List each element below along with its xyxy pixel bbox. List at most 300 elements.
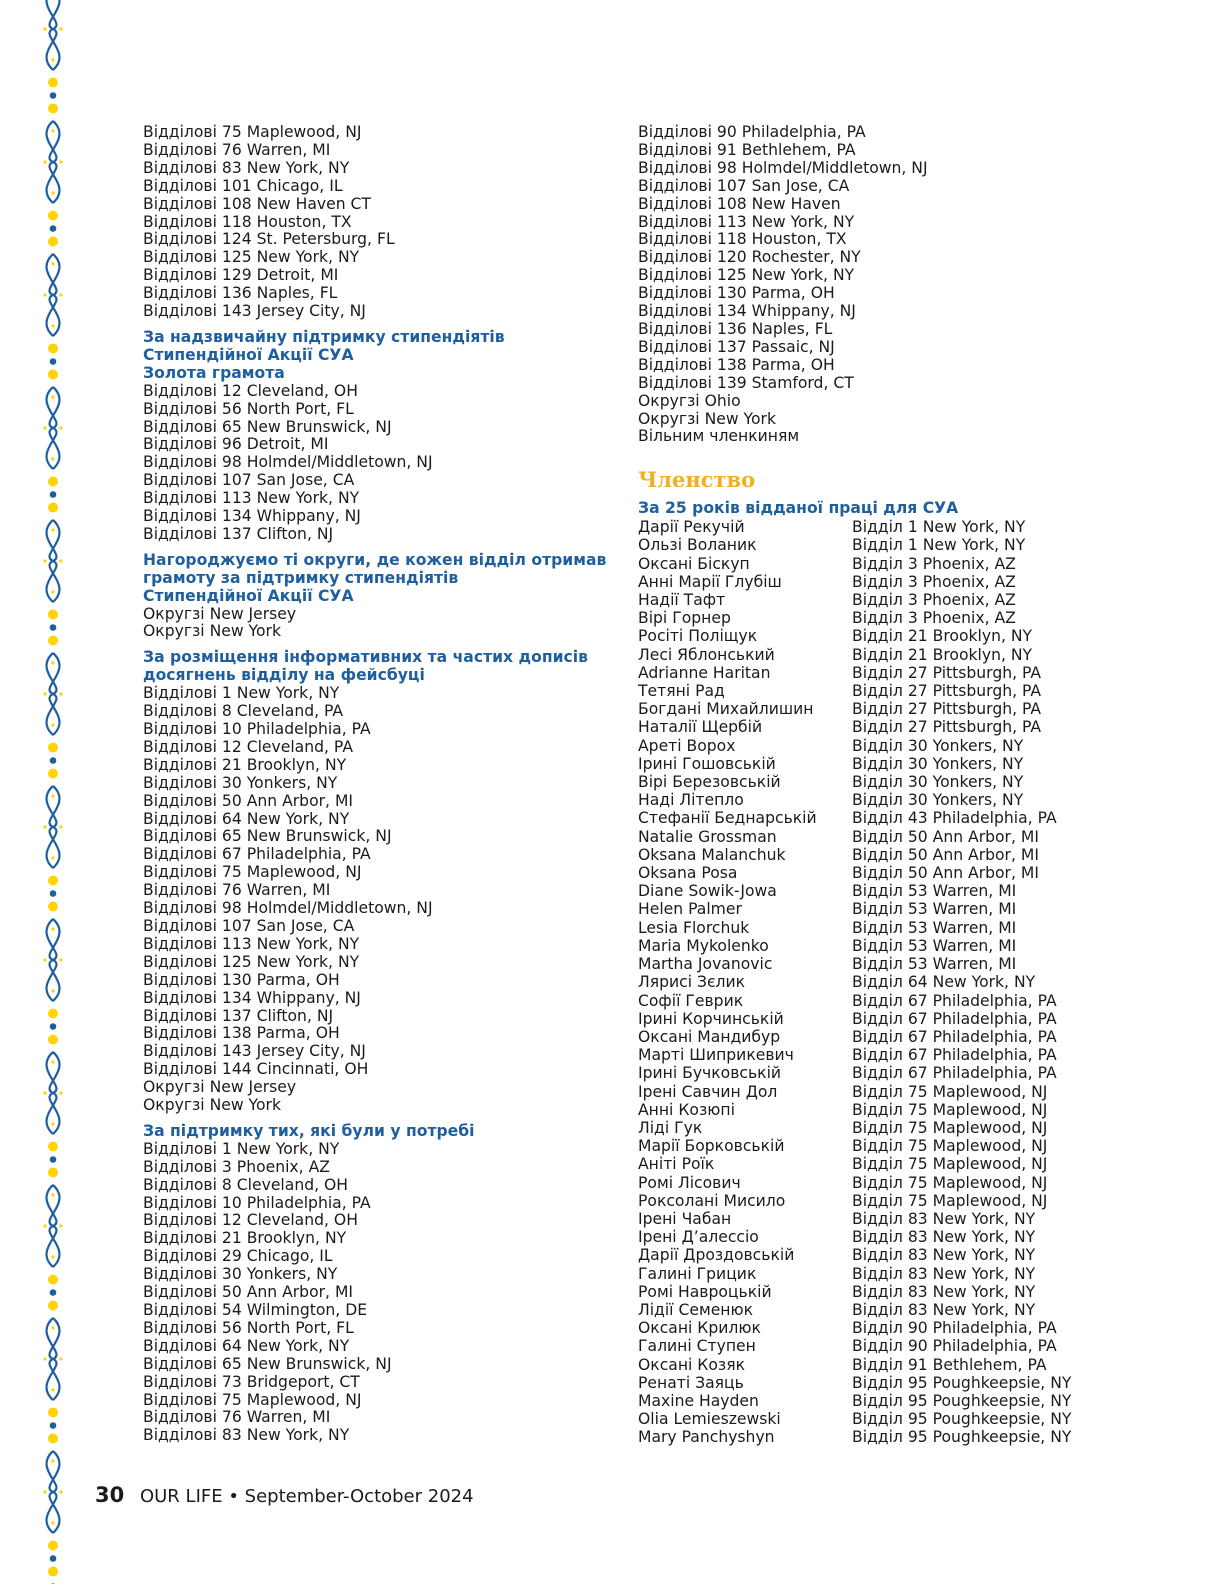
award-recipient: Відділові 118 Houston, TX	[143, 212, 352, 231]
member-name: Анні Козюпі	[638, 1100, 735, 1119]
award-section	[143, 552, 613, 642]
award-recipient: Відділові 8 Cleveland, OH	[143, 1175, 349, 1194]
award-recipient: Відділові 56 North Port, FL	[143, 399, 354, 418]
braid-dot	[51, 129, 54, 132]
member-name: Maria Mykolenko	[638, 936, 769, 955]
braid-dot	[51, 1193, 54, 1196]
braid-dot	[51, 395, 54, 398]
award-recipient: Відділові 76 Warren, MI	[143, 881, 331, 900]
award-recipient: Відділові 139 Stamford, CT	[638, 373, 854, 392]
award-recipient: Відділові 144 Cincinnati, OH	[143, 1060, 369, 1079]
member-row	[638, 1283, 1108, 1301]
braid-dot	[59, 825, 62, 828]
member-row	[638, 1410, 1108, 1428]
award-recipient: Відділові 8 Cleveland, PA	[143, 702, 344, 721]
member-name: Лідії Семенюк	[638, 1300, 754, 1319]
member-row	[638, 919, 1108, 937]
member-branch: Відділ 83 New York, NY	[852, 1228, 1036, 1247]
award-recipient: Відділові 136 Naples, FL	[143, 284, 338, 303]
member-name: Галині Ступен	[638, 1337, 756, 1356]
border-dot	[48, 1009, 58, 1019]
award-recipient: Відділові 73 Bridgeport, CT	[143, 1372, 360, 1391]
braid-dot	[51, 661, 54, 664]
braid-dot	[43, 293, 46, 296]
award-section	[143, 124, 613, 321]
braid-dot	[51, 794, 54, 797]
member-row	[638, 864, 1108, 882]
border-dot	[48, 1408, 58, 1418]
braid-dot	[51, 58, 54, 61]
award-recipient: Відділові 107 San Jose, CA	[143, 916, 355, 935]
member-row	[638, 1083, 1108, 1101]
member-row	[638, 1064, 1108, 1082]
braid-dot	[59, 426, 62, 429]
member-branch: Відділ 91 Bethlehem, PA	[852, 1355, 1047, 1374]
member-name: Ірені Савчин Дол	[638, 1082, 778, 1101]
award-recipient: Відділові 3 Phoenix, AZ	[143, 1157, 330, 1176]
award-recipient: Відділові 90 Philadelphia, PA	[638, 123, 866, 141]
member-name: Аніті Роїк	[638, 1155, 715, 1174]
member-branch: Відділ 67 Philadelphia, PA	[852, 991, 1057, 1010]
award-recipient: Відділові 30 Yonkers, NY	[143, 773, 338, 792]
border-dot	[48, 1275, 58, 1285]
member-row	[638, 1028, 1108, 1046]
member-name: Марті Шиприкевич	[638, 1046, 794, 1065]
border-dot	[50, 890, 57, 897]
award-recipient: Відділові 56 North Port, FL	[143, 1318, 354, 1337]
member-row	[638, 1356, 1108, 1374]
award-recipient: Відділові 113 New York, NY	[638, 212, 855, 231]
braid-dot	[59, 160, 62, 163]
border-dot	[50, 358, 57, 365]
border-dot	[48, 344, 58, 354]
member-branch: Відділ 27 Pittsburgh, PA	[852, 682, 1042, 701]
award-recipient: Вільним членкиням	[638, 427, 800, 446]
award-recipient: Відділові 138 Parma, OH	[638, 355, 835, 374]
member-branch: Відділ 3 Phoenix, AZ	[852, 609, 1016, 628]
member-name: Лярисі Зєлик	[638, 973, 746, 992]
member-branch: Відділ 30 Yonkers, NY	[852, 773, 1024, 792]
braid-dot	[43, 559, 46, 562]
member-branch: Відділ 30 Yonkers, NY	[852, 754, 1024, 773]
member-branch: Відділ 75 Maplewood, NJ	[852, 1100, 1048, 1119]
award-recipient: Відділові 75 Maplewood, NJ	[143, 1390, 362, 1409]
member-branch: Відділ 75 Maplewood, NJ	[852, 1191, 1048, 1210]
member-name: Вірі Горнер	[638, 609, 731, 628]
braid-strand	[47, 653, 60, 735]
award-recipient: Відділові 98 Holmdel/Middletown, NJ	[638, 158, 928, 177]
award-recipient: Відділові 76 Warren, MI	[143, 1408, 331, 1427]
award-recipient: Відділові 118 Houston, TX	[638, 230, 847, 249]
award-recipient: Округзі New York	[143, 622, 281, 641]
award-recipient: Відділові 134 Whippany, NJ	[638, 302, 856, 321]
braid-dot	[43, 692, 46, 695]
member-row	[638, 737, 1108, 755]
member-branch: Відділ 95 Poughkeepsie, NY	[852, 1391, 1072, 1410]
member-branch: Відділ 53 Warren, MI	[852, 936, 1017, 955]
member-name: Adrianne Haritan	[638, 663, 771, 682]
decorative-border-ornament	[28, 0, 78, 1584]
member-row	[638, 1010, 1108, 1028]
braid-dot	[51, 191, 54, 194]
member-branch: Відділ 67 Philadelphia, PA	[852, 1009, 1057, 1028]
award-section	[143, 1123, 613, 1445]
border-dot	[50, 1156, 57, 1163]
member-row	[638, 700, 1108, 718]
member-branch: Відділ 83 New York, NY	[852, 1300, 1036, 1319]
member-name: Lesia Florchuk	[638, 918, 750, 937]
member-branch: Відділ 53 Warren, MI	[852, 900, 1017, 919]
member-branch: Відділ 95 Poughkeepsie, NY	[852, 1373, 1072, 1392]
border-dot	[50, 1023, 57, 1030]
award-recipient: Відділові 21 Brooklyn, NY	[143, 1229, 347, 1248]
member-name: Ірині Бучковській	[638, 1064, 782, 1083]
braid-dot	[59, 1490, 62, 1493]
member-branch: Відділ 27 Pittsburgh, PA	[852, 700, 1042, 719]
border-dot	[48, 237, 58, 247]
award-recipient: Відділові 64 New York, NY	[143, 809, 350, 828]
braid-strand	[47, 520, 60, 602]
award-recipient: Відділові 124 St. Petersburg, FL	[143, 230, 395, 249]
member-branch: Відділ 67 Philadelphia, PA	[852, 1064, 1057, 1083]
border-dot	[48, 1168, 58, 1178]
award-recipient: Відділові 12 Cleveland, OH	[143, 1211, 358, 1230]
member-name: Ірині Корчинській	[638, 1009, 784, 1028]
member-branch: Відділ 67 Philadelphia, PA	[852, 1027, 1057, 1046]
member-name: Helen Palmer	[638, 900, 742, 919]
member-row	[638, 1192, 1108, 1210]
section-heading: грамоту за підтримку стипендіятів	[143, 568, 459, 587]
member-name: Ірені Чабан	[638, 1209, 732, 1228]
award-recipient: Відділові 130 Parma, OH	[638, 284, 835, 303]
award-recipient: Відділові 12 Cleveland, OH	[143, 381, 358, 400]
member-branch: Відділ 95 Poughkeepsie, NY	[852, 1410, 1072, 1429]
braid-dot	[51, 723, 54, 726]
braid-dot	[43, 160, 46, 163]
award-recipient: Відділові 98 Holmdel/Middletown, NJ	[143, 899, 433, 918]
border-dot	[50, 491, 57, 498]
member-name: Анні Марії Глубіш	[638, 572, 782, 591]
section-heading: Нагороджуємо ті округи, де кожен відділ отримав	[143, 550, 607, 569]
member-name: Oksana Posa	[638, 864, 738, 883]
award-recipient: Відділові 107 San Jose, CA	[638, 176, 850, 195]
border-dot	[50, 225, 57, 232]
member-row	[638, 791, 1108, 809]
braid-dot	[59, 27, 62, 30]
braid-dot	[51, 1060, 54, 1063]
member-name: Стефанії Беднарській	[638, 809, 817, 828]
member-branch: Відділ 43 Philadelphia, PA	[852, 809, 1057, 828]
publication-info: OUR LIFE • September-October 2024	[139, 1486, 474, 1507]
award-recipient: Відділові 10 Philadelphia, PA	[143, 1193, 371, 1212]
braid-strand	[47, 254, 60, 336]
member-row	[638, 846, 1108, 864]
member-row	[638, 1046, 1108, 1064]
award-recipient: Відділові 75 Maplewood, NJ	[143, 123, 362, 141]
member-row	[638, 973, 1108, 991]
award-recipient: Відділові 125 New York, NY	[143, 248, 360, 267]
member-name: Галині Грицик	[638, 1264, 757, 1283]
member-row	[638, 937, 1108, 955]
page-number: 30	[95, 1483, 125, 1507]
section-heading: досягнень відділу на фейсбуці	[143, 666, 425, 685]
border-dot	[48, 743, 58, 753]
member-row	[638, 955, 1108, 973]
member-name: Oksana Malanchuk	[638, 845, 786, 864]
award-recipient: Округзі New York	[638, 409, 776, 428]
award-recipient: Відділові 50 Ann Arbor, MI	[143, 791, 353, 810]
award-recipient: Відділові 12 Cleveland, PA	[143, 737, 354, 756]
braid-strand	[47, 1451, 60, 1533]
border-dot	[50, 1289, 57, 1296]
member-row	[638, 900, 1108, 918]
member-row	[638, 1155, 1108, 1173]
member-name: Софії Геврик	[638, 991, 744, 1010]
border-dot	[50, 624, 57, 631]
member-row	[638, 646, 1108, 664]
member-name: Ліді Гук	[638, 1118, 703, 1137]
member-branch: Відділ 50 Ann Arbor, MI	[852, 864, 1039, 883]
award-recipient: Відділові 125 New York, NY	[638, 266, 855, 285]
braid-dot	[51, 262, 54, 265]
member-name: Тетяні Рад	[638, 682, 725, 701]
border-dot	[48, 876, 58, 886]
member-row	[638, 1101, 1108, 1119]
member-row	[638, 1392, 1108, 1410]
border-dot	[48, 1035, 58, 1045]
member-branch: Відділ 75 Maplewood, NJ	[852, 1137, 1048, 1156]
braid-dot	[51, 590, 54, 593]
section-heading: За надзвичайну підтримку стипендіятів	[143, 327, 505, 346]
section-heading: Золота грамота	[143, 363, 285, 382]
member-row	[638, 1119, 1108, 1137]
award-recipient: Відділові 67 Philadelphia, PA	[143, 845, 371, 864]
member-name: Mary Panchyshyn	[638, 1428, 775, 1447]
border-dot	[50, 1422, 57, 1429]
member-row	[638, 627, 1108, 645]
braid-strand	[47, 1052, 60, 1134]
braid-dot	[43, 958, 46, 961]
braid-strand	[47, 919, 60, 1001]
award-section	[143, 649, 613, 1115]
award-recipient: Відділові 30 Yonkers, NY	[143, 1265, 338, 1284]
braid-dot	[59, 1091, 62, 1094]
member-name: Ірині Гошовській	[638, 754, 776, 773]
member-name: Olia Lemieszewski	[638, 1410, 781, 1429]
member-branch: Відділ 75 Maplewood, NJ	[852, 1155, 1048, 1174]
member-name: Росіті Поліщук	[638, 627, 758, 646]
braid-dot	[51, 1459, 54, 1462]
border-dot	[48, 769, 58, 779]
border-dot	[48, 104, 58, 114]
member-row	[638, 1265, 1108, 1283]
award-recipient: Відділові 64 New York, NY	[143, 1336, 350, 1355]
member-branch: Відділ 50 Ann Arbor, MI	[852, 845, 1039, 864]
member-row	[638, 773, 1108, 791]
member-row	[638, 1428, 1108, 1446]
award-recipient: Відділові 29 Chicago, IL	[143, 1247, 333, 1266]
border-dot	[50, 1555, 57, 1562]
member-branch: Відділ 21 Brooklyn, NY	[852, 645, 1033, 664]
braid-strand	[47, 786, 60, 868]
border-dot	[50, 757, 57, 764]
braid-dot	[51, 528, 54, 531]
section-heading: За підтримку тих, які були у потребі	[143, 1121, 475, 1140]
award-recipient: Округзі New York	[143, 1096, 281, 1115]
section-heading: Стипендійної Акції СУА	[143, 345, 354, 364]
braid-dot	[51, 457, 54, 460]
award-recipient: Відділові 137 Clifton, NJ	[143, 1006, 334, 1025]
border-dot	[48, 1541, 58, 1551]
member-name: Вірі Березовській	[638, 773, 781, 792]
award-recipient: Відділові 1 New York, NY	[143, 684, 340, 703]
member-name: Оксані Біскуп	[638, 554, 750, 573]
member-branch: Відділ 64 New York, NY	[852, 973, 1036, 992]
border-dot	[48, 1142, 58, 1152]
membership-heading: Членство	[638, 467, 756, 493]
member-name: Natalie Grossman	[638, 827, 777, 846]
braid-dot	[51, 1255, 54, 1258]
member-name: Ромі Навроцькій	[638, 1282, 772, 1301]
award-recipient: Відділові 137 Passaic, NJ	[638, 337, 835, 356]
member-name: Оксані Крилюк	[638, 1319, 761, 1338]
award-recipient: Відділові 130 Parma, OH	[143, 970, 340, 989]
border-dot	[48, 78, 58, 88]
member-branch: Відділ 75 Maplewood, NJ	[852, 1118, 1048, 1137]
member-name: Diane Sowik-Jowa	[638, 882, 777, 901]
member-branch: Відділ 3 Phoenix, AZ	[852, 591, 1016, 610]
member-branch: Відділ 95 Poughkeepsie, NY	[852, 1428, 1072, 1447]
award-section	[143, 329, 613, 544]
member-row	[638, 755, 1108, 773]
braid-dot	[59, 293, 62, 296]
braid-dot	[59, 559, 62, 562]
member-name: Богдані Михайлишин	[638, 700, 814, 719]
member-row	[638, 536, 1108, 554]
member-row	[638, 609, 1108, 627]
member-branch: Відділ 53 Warren, MI	[852, 918, 1017, 937]
member-name: Оксані Козяк	[638, 1355, 746, 1374]
border-dot	[48, 211, 58, 221]
award-recipient: Відділові 138 Parma, OH	[143, 1024, 340, 1043]
member-name: Наді Літепло	[638, 791, 744, 810]
member-branch: Відділ 90 Philadelphia, PA	[852, 1319, 1057, 1338]
member-name: Надії Тафт	[638, 591, 726, 610]
left-column	[143, 124, 613, 1445]
border-dot	[48, 610, 58, 620]
member-row	[638, 555, 1108, 573]
braid-dot	[51, 1122, 54, 1125]
member-name: Марії Борковській	[638, 1137, 785, 1156]
award-recipient: Округзі New Jersey	[143, 1078, 297, 1097]
braid-dot	[51, 1521, 54, 1524]
member-row	[638, 992, 1108, 1010]
page-footer	[95, 1482, 474, 1510]
border-dot	[50, 92, 57, 99]
braid-dot	[59, 1357, 62, 1360]
braid-dot	[43, 426, 46, 429]
member-row	[638, 828, 1108, 846]
member-row	[638, 1228, 1108, 1246]
member-branch: Відділ 21 Brooklyn, NY	[852, 627, 1033, 646]
award-recipient: Відділові 129 Detroit, MI	[143, 266, 339, 285]
award-recipient: Відділові 10 Philadelphia, PA	[143, 720, 371, 738]
member-row	[638, 882, 1108, 900]
member-name: Лесі Яблонський	[638, 645, 775, 664]
award-recipient: Відділові 1 New York, NY	[143, 1139, 340, 1158]
border-dot	[48, 636, 58, 646]
member-branch: Відділ 53 Warren, MI	[852, 882, 1017, 901]
braid-dot	[59, 1224, 62, 1227]
member-branch: Відділ 67 Philadelphia, PA	[852, 1046, 1057, 1065]
award-recipient: Відділові 143 Jersey City, NJ	[143, 1042, 366, 1061]
member-name: Наталії Щербій	[638, 718, 763, 737]
award-recipient: Відділові 91 Bethlehem, PA	[638, 140, 856, 159]
award-recipient: Відділові 76 Warren, MI	[143, 140, 331, 159]
member-branch: Відділ 30 Yonkers, NY	[852, 791, 1024, 810]
award-recipient: Округзі New Jersey	[143, 604, 297, 623]
border-dot	[48, 503, 58, 513]
braid-dot	[43, 825, 46, 828]
member-branch: Відділ 75 Maplewood, NJ	[852, 1173, 1048, 1192]
award-recipient: Відділові 101 Chicago, IL	[143, 176, 343, 195]
award-recipient: Відділові 143 Jersey City, NJ	[143, 302, 366, 321]
border-dot	[48, 477, 58, 487]
award-recipient: Відділові 21 Brooklyn, NY	[143, 755, 347, 774]
member-name: Ользі Воланик	[638, 536, 757, 555]
award-recipient: Відділові 65 New Brunswick, NJ	[143, 417, 392, 436]
braid-dot	[59, 692, 62, 695]
braid-dot	[43, 1357, 46, 1360]
braid-dot	[43, 1224, 46, 1227]
braid-dot	[51, 989, 54, 992]
award-recipient: Відділові 65 New Brunswick, NJ	[143, 1354, 392, 1373]
member-branch: Відділ 83 New York, NY	[852, 1209, 1036, 1228]
braid-dot	[43, 1091, 46, 1094]
member-branch: Відділ 83 New York, NY	[852, 1246, 1036, 1265]
braid-dot	[43, 1490, 46, 1493]
award-recipient: Відділові 108 New Haven CT	[143, 194, 371, 213]
award-recipient: Відділові 75 Maplewood, NJ	[143, 863, 362, 882]
border-dot	[48, 1567, 58, 1577]
braid-dot	[59, 958, 62, 961]
member-name: Martha Jovanovic	[638, 955, 773, 974]
award-recipient: Відділові 134 Whippany, NJ	[143, 988, 361, 1007]
award-recipient: Відділові 113 New York, NY	[143, 489, 360, 508]
braid-dot	[51, 856, 54, 859]
braid-strand	[47, 1318, 60, 1400]
member-row	[638, 809, 1108, 827]
section-heading: За розміщення інформативних та частих дописів	[143, 648, 588, 667]
member-branch: Відділ 50 Ann Arbor, MI	[852, 827, 1039, 846]
award-recipient: Відділові 54 Wilmington, DE	[143, 1301, 368, 1319]
award-recipient: Відділові 50 Ann Arbor, MI	[143, 1283, 353, 1302]
member-name: Ареті Ворох	[638, 736, 736, 755]
member-row	[638, 718, 1108, 736]
member-branch: Відділ 53 Warren, MI	[852, 955, 1017, 974]
member-row	[638, 1374, 1108, 1392]
border-dot	[48, 902, 58, 912]
braid-dot	[51, 1388, 54, 1391]
award-recipient: Відділові 125 New York, NY	[143, 952, 360, 971]
member-name: Maxine Hayden	[638, 1391, 759, 1410]
award-recipient: Відділові 96 Detroit, MI	[143, 435, 329, 454]
braid-dot	[51, 927, 54, 930]
right-column	[638, 124, 1108, 1447]
braid-dot	[43, 27, 46, 30]
member-branch: Відділ 27 Pittsburgh, PA	[852, 663, 1042, 682]
award-recipient: Відділові 120 Rochester, NY	[638, 248, 861, 267]
